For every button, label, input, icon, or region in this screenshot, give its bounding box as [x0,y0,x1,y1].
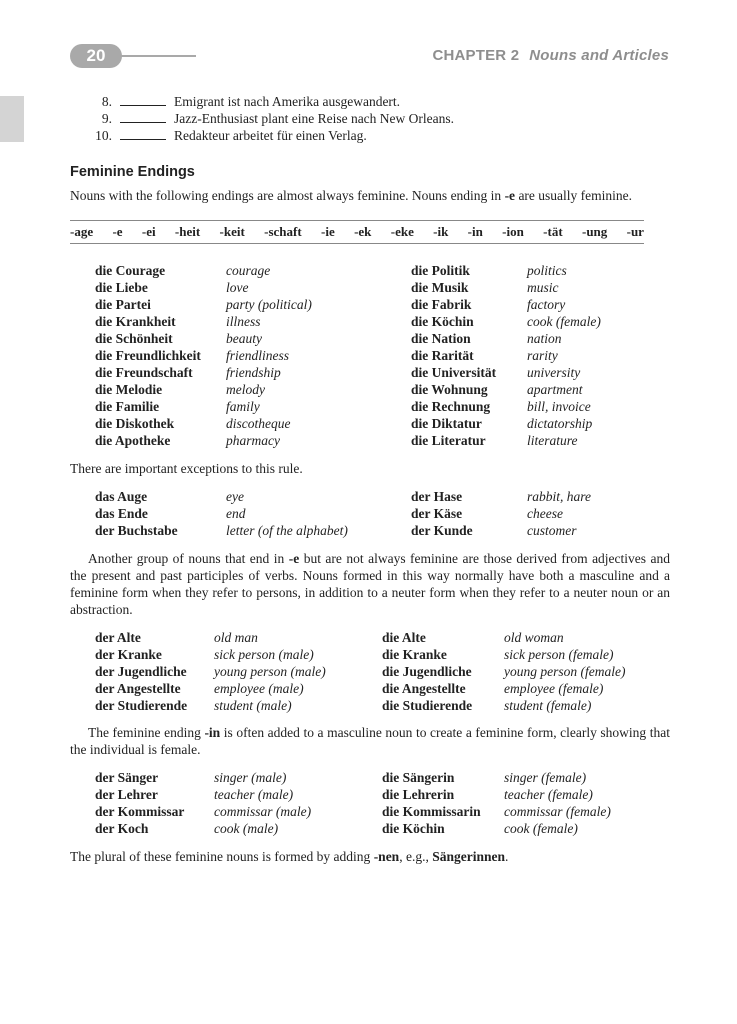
english-gloss: discotheque [226,416,291,431]
english-gloss: rarity [527,348,558,363]
ending: -tät [543,224,563,239]
table-row [95,262,601,279]
english-gloss: customer [527,523,577,538]
ending: -in [467,224,483,239]
answer-blank [120,111,166,123]
exercise-item [80,93,454,110]
ending: -heit [174,224,201,239]
english-gloss: young person (female) [504,664,626,679]
para-text-end: . [504,849,509,864]
chapter-side-tab [0,96,24,142]
exercise-number: 8. [101,94,112,109]
exceptions-table [95,488,591,539]
german-noun: die Kommissarin [382,804,481,819]
table-row [95,381,601,398]
german-noun: die Jugendliche [382,664,472,679]
exceptions-intro: There are important exceptions to this rule. [70,461,303,476]
feminine-examples-table [95,262,601,449]
german-noun: der Kranke [95,647,162,662]
running-header [432,47,669,64]
english-gloss: eye [226,489,244,504]
german-noun: der Käse [411,506,463,521]
german-noun: die Apotheke [95,433,171,448]
german-noun: die Schönheit [95,331,173,346]
exercise-item [80,127,454,144]
german-noun: die Studierende [382,698,473,713]
table-row [95,347,601,364]
para-text: The plural of these feminine nouns is formed by adding [70,849,374,864]
english-gloss: melody [226,382,265,397]
english-gloss: literature [527,433,578,448]
answer-blank [120,128,166,140]
table-row [95,680,625,697]
english-gloss: employee (male) [214,681,304,696]
german-noun: der Kommissar [95,804,185,819]
english-gloss: factory [527,297,566,312]
table-row [95,313,601,330]
german-noun: der Koch [95,821,149,836]
table-row [95,820,611,837]
table-row [95,364,601,381]
chapter-title: Nouns and Articles [529,47,669,64]
german-noun: die Fabrik [411,297,472,312]
german-noun: die Familie [95,399,160,414]
german-noun: das Ende [95,506,148,521]
english-gloss: music [527,280,559,295]
german-noun: die Angestellte [382,681,466,696]
german-noun: die Melodie [95,382,163,397]
english-gloss: end [226,506,246,521]
exercise-text: Emigrant ist nach Amerika ausgewandert. [174,94,401,109]
table-row [95,432,601,449]
german-noun: die Literatur [411,433,486,448]
ending: -eke [390,224,414,239]
table-row [95,697,625,714]
german-noun: der Hase [411,489,463,504]
ending: -keit [219,224,245,239]
english-gloss: employee (female) [504,681,604,696]
chapter-label: CHAPTER 2 [432,47,520,64]
english-gloss: commissar (female) [504,804,611,819]
english-gloss: apartment [527,382,583,397]
german-noun: die Sängerin [382,770,455,785]
ending: -age [70,224,94,239]
german-noun: der Angestellte [95,681,181,696]
german-noun: die Rarität [411,348,474,363]
header-rule [120,55,196,57]
table-row [95,663,625,680]
para-bold: -in [204,725,221,740]
english-gloss: cook (female) [504,821,578,836]
english-gloss: beauty [226,331,262,346]
adjective-nouns-table [95,629,625,714]
german-noun: der Alte [95,630,141,645]
answer-blank [120,94,166,106]
german-noun: die Liebe [95,280,148,295]
table-row [95,786,611,803]
intro-text: Nouns with the following endings are almost always feminine. Nouns ending in [70,188,505,203]
english-gloss: family [226,399,260,414]
english-gloss: rabbit, hare [527,489,591,504]
german-noun: die Kranke [382,647,447,662]
plural-paragraph [70,848,670,865]
german-noun: der Buchstabe [95,523,178,538]
page-number: 20 [70,44,122,68]
para-bold-example: Sängerinnen [432,849,505,864]
english-gloss: cook (male) [214,821,279,836]
german-noun: der Lehrer [95,787,158,802]
table-row [95,629,625,646]
table-row [95,769,611,786]
german-noun: die Freundlichkeit [95,348,201,363]
english-gloss: old man [214,630,258,645]
table-row [95,488,591,505]
exercise-text: Redakteur arbeitet für einen Verlag. [174,128,367,143]
german-noun: der Kunde [411,523,473,538]
intro-text-end: are usually feminine. [515,188,633,203]
intro-bold: -e [504,188,516,203]
english-gloss: nation [527,331,562,346]
english-gloss: student (female) [504,698,592,713]
table-row [95,522,591,539]
german-noun: die Universität [411,365,497,380]
table-row [95,415,601,432]
english-gloss: letter (of the alphabet) [226,523,348,538]
english-gloss: illness [226,314,261,329]
english-gloss: teacher (male) [214,787,294,802]
german-noun: die Freundschaft [95,365,193,380]
table-row [95,330,601,347]
exercise-number: 9. [101,111,112,126]
german-noun: die Alte [382,630,426,645]
table-row [95,505,591,522]
para-bold: -e [288,551,300,566]
german-noun: die Diskothek [95,416,175,431]
german-noun: der Studierende [95,698,188,713]
para-text-end: but are not always feminine are those derived from adjectives and the present and past participles of verbs. Nouns formed in this way normally have both a masculine and a feminine form when they refer to persons, in addition to a neuter form when they refer to a neuter noun or an abstraction. [70,551,671,617]
english-gloss: courage [226,263,271,278]
table-row [95,398,601,415]
german-noun: die Partei [95,297,151,312]
ending: -ung [582,224,608,239]
ending: -ei [141,224,156,239]
english-gloss: student (male) [214,698,292,713]
german-noun: die Krankheit [95,314,176,329]
ending: -e [112,224,123,239]
para-text-end: is often added to a masculine noun to create a feminine form, clearly showing that the individual is female. [70,725,670,757]
endings-bar [70,220,644,244]
section-heading: Feminine Endings [70,164,195,180]
english-gloss: friendship [226,365,281,380]
german-noun: die Politik [411,263,470,278]
english-gloss: dictatorship [527,416,593,431]
ending: -schaft [264,224,302,239]
ending: -ie [321,224,335,239]
german-noun: die Courage [95,263,166,278]
english-gloss: commissar (male) [214,804,312,819]
english-gloss: teacher (female) [504,787,593,802]
english-gloss: cheese [527,506,563,521]
in-nouns-table [95,769,611,837]
exercise-number: 10. [95,128,112,143]
english-gloss: friendliness [226,348,289,363]
english-gloss: party (political) [226,297,312,312]
ending: -ek [354,224,372,239]
german-noun: die Wohnung [411,382,488,397]
english-gloss: bill, invoice [527,399,591,414]
exercise-text: Jazz-Enthusiast plant eine Reise nach New Orleans. [174,111,455,126]
english-gloss: sick person (male) [214,647,314,662]
exercise-item [80,110,454,127]
english-gloss: old woman [504,630,564,645]
table-row [95,646,625,663]
para-text-mid: , e.g., [399,849,433,864]
german-noun: das Auge [95,489,148,504]
table-row [95,803,611,820]
german-noun: der Sänger [95,770,159,785]
adjective-paragraph [70,550,670,618]
german-noun: die Lehrerin [382,787,455,802]
english-gloss: university [527,365,581,380]
ending: -ur [626,224,644,239]
table-row [95,296,601,313]
ending: -ik [433,224,449,239]
para-text: The feminine ending [88,725,205,740]
english-gloss: pharmacy [226,433,280,448]
german-noun: die Rechnung [411,399,491,414]
english-gloss: young person (male) [214,664,326,679]
english-gloss: cook (female) [527,314,601,329]
german-noun: die Musik [411,280,469,295]
english-gloss: politics [527,263,567,278]
para-text: Another group of nouns that end in [88,551,289,566]
english-gloss: singer (male) [214,770,287,785]
in-ending-paragraph [70,724,670,758]
table-row [95,279,601,296]
english-gloss: sick person (female) [504,647,614,662]
german-noun: die Nation [411,331,471,346]
para-bold: -nen [373,849,400,864]
german-noun: die Köchin [382,821,445,836]
english-gloss: singer (female) [504,770,587,785]
intro-paragraph [70,187,670,204]
exercise-list [80,93,454,144]
german-noun: die Diktatur [411,416,482,431]
english-gloss: love [226,280,249,295]
ending: -ion [502,224,524,239]
german-noun: die Köchin [411,314,474,329]
german-noun: der Jugendliche [95,664,187,679]
